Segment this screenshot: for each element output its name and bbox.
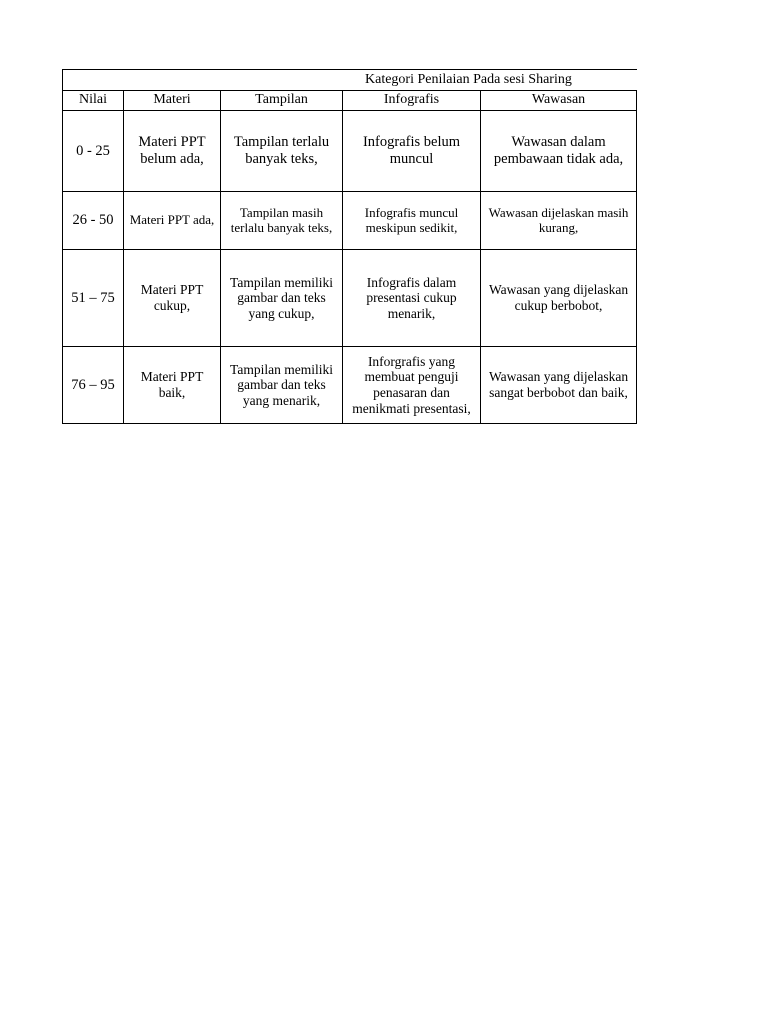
assessment-rubric-table [62, 69, 637, 424]
table-row [63, 111, 637, 192]
header-tampilan: Tampilan [221, 91, 343, 111]
header-infografis: Infografis [343, 91, 481, 111]
cell-nilai: 0 - 25 [63, 111, 124, 192]
table-header-row [63, 91, 637, 111]
cell-infografis: Infografis dalam presentasi cukup menarik, [343, 250, 481, 347]
cell-infografis: Infografis muncul meskipun sedikit, [343, 192, 481, 250]
header-materi: Materi [124, 91, 221, 111]
cell-tampilan: Tampilan masih terlalu banyak teks, [221, 192, 343, 250]
cell-materi: Materi PPT cukup, [124, 250, 221, 347]
document-sheet [62, 69, 636, 424]
cell-wawasan: Wawasan yang dijelaskan sangat berbobot dan baik, [481, 347, 637, 424]
cell-wawasan: Wawasan yang dijelaskan cukup berbobot, [481, 250, 637, 347]
cell-nilai: 26 - 50 [63, 192, 124, 250]
cell-wawasan: Wawasan dalam pembawaan tidak ada, [481, 111, 637, 192]
table-title-row [63, 70, 637, 91]
cell-materi: Materi PPT belum ada, [124, 111, 221, 192]
table-row [63, 347, 637, 424]
header-nilai: Nilai [63, 91, 124, 111]
cell-infografis: Infografis belum muncul [343, 111, 481, 192]
cell-tampilan: Tampilan terlalu banyak teks, [221, 111, 343, 192]
header-wawasan: Wawasan [481, 91, 637, 111]
table-title: Kategori Penilaian Pada sesi Sharing [365, 71, 572, 87]
cell-tampilan: Tampilan memiliki gambar dan teks yang menarik, [221, 347, 343, 424]
cell-tampilan: Tampilan memiliki gambar dan teks yang cukup, [221, 250, 343, 347]
table-title-cell [63, 70, 637, 91]
cell-nilai: 51 – 75 [63, 250, 124, 347]
cell-materi: Materi PPT ada, [124, 192, 221, 250]
table-row [63, 250, 637, 347]
cell-nilai: 76 – 95 [63, 347, 124, 424]
table-row [63, 192, 637, 250]
cell-infografis: Inforgrafis yang membuat penguji penasaran dan menikmati presentasi, [343, 347, 481, 424]
cell-materi: Materi PPT baik, [124, 347, 221, 424]
cell-wawasan: Wawasan dijelaskan masih kurang, [481, 192, 637, 250]
